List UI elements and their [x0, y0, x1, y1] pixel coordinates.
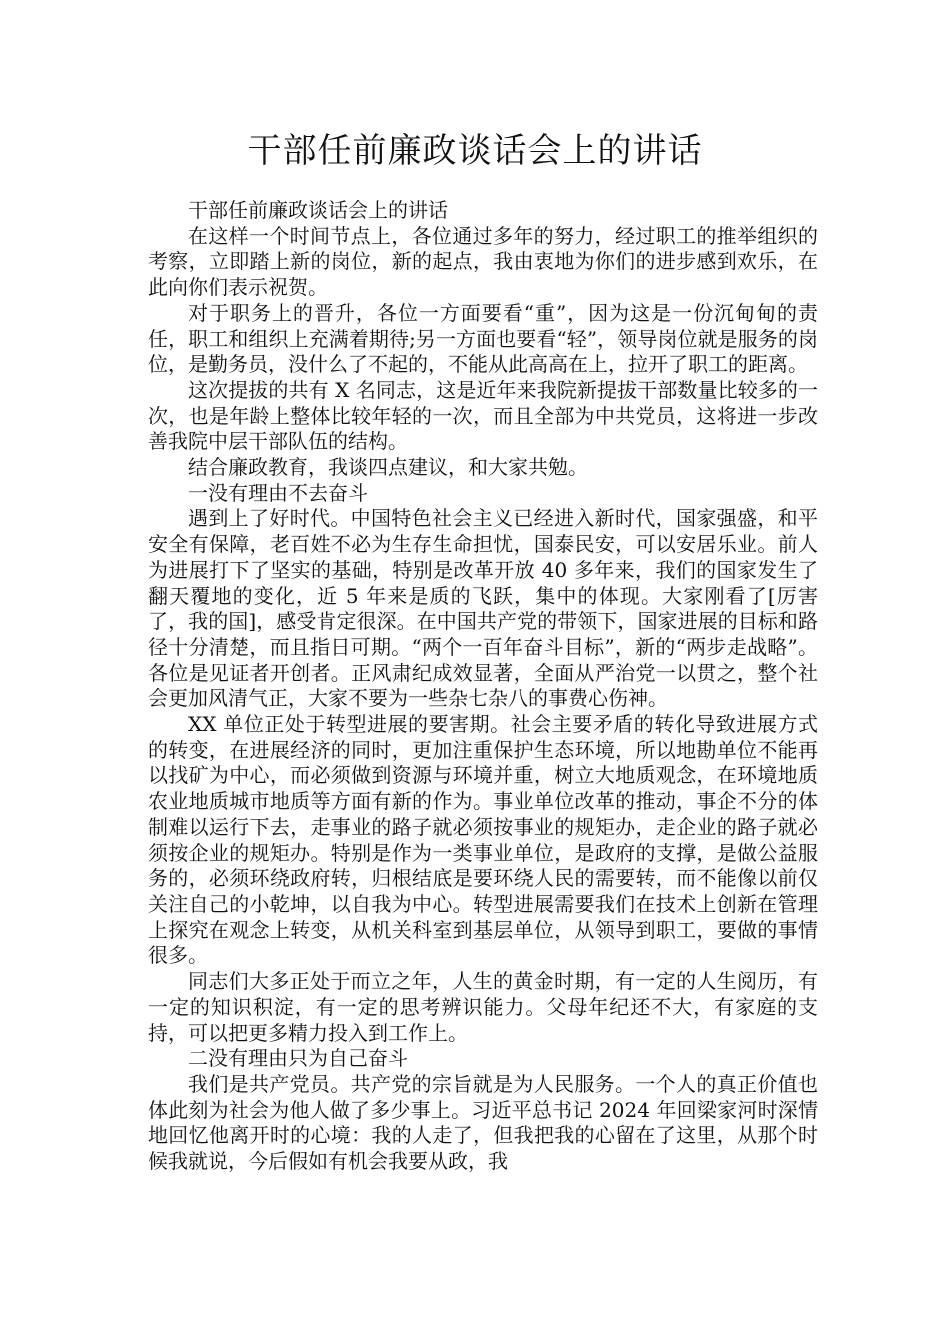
paragraph: 结合廉政教育，我谈四点建议，和大家共勉。: [188, 455, 588, 480]
paragraph: 在这样一个时间节点上，各位通过多年的努力，经过职工的推举组织的考察，立即踏上新的岗位，新的起点，我由衷地为你们的进步感到欢乐，在此向你们表示祝贺。: [148, 223, 818, 300]
paragraph: 遇到上了好时代。中国特色社会主义已经进入新时代，国家强盛，和平安全有保障，老百姓不必为生存生命担忧，国泰民安，可以安居乐业。前人为进展打下了坚实的基础，特别是改革开放 40 多年来，我们的国家发生了翻天覆地的变化，近 5 年来是质的飞跃，集中的体现。大家刚看了[厉害了，我的国]，感受肯定很深。在中国共产党的带领下，国家进展的目标和路径十分清楚，而且指日可期。“两个一百年奋斗目标”，新的“两步走战略”。各位是见证者开创者。正风肃纪成效显著，全面从严治党一以贯之，整个社会更加风清气正，大家不要为一些杂七杂八的事费心伤神。: [148, 506, 818, 711]
section-heading: 二没有理由只为自己奋斗: [188, 1046, 408, 1071]
paragraph: 这次提拔的共有 X 名同志，这是近年来我院新提拔干部数量比较多的一次，也是年龄上整体比较年轻的一次，而且全部为中共党员，这将进一步改善我院中层干部队伍的结构。: [148, 377, 818, 454]
section-heading: 一没有理由不去奋斗: [188, 480, 368, 505]
paragraph: 对于职务上的晋升，各位一方面要看“重”，因为这是一份沉甸甸的责任，职工和组织上充满着期待;另一方面也要看“轻”，领导岗位就是服务的岗位，是勤务员，没什么了不起的，不能从此高高在上，拉开了职工的距离。: [148, 300, 818, 377]
paragraph: 我们是共产党员。共产党的宗旨就是为人民服务。一个人的真正价值也体此刻为社会为他人做了多少事上。习近平总书记 2024 年回梁家河时深情地回忆他离开时的心境：我的人走了，但我把我的心留在了这里，从那个时候我就说，今后假如有机会我要从政，我: [148, 1071, 818, 1174]
document-title: 干部任前廉政谈话会上的讲话: [247, 131, 703, 171]
subtitle-paragraph: 干部任前廉政谈话会上的讲话: [188, 198, 448, 222]
paragraph: 同志们大多正处于而立之年，人生的黄金时期，有一定的人生阅历，有一定的知识积淀，有一定的思考辨识能力。父母年纪还不大，有家庭的支持，可以把更多精力投入到工作上。: [148, 969, 818, 1045]
paragraph: XX 单位正处于转型进展的要害期。社会主要矛盾的转化导致进展方式的转变，在进展经济的同时，更加注重保护生态环境，所以地勘单位不能再以找矿为中心，而必须做到资源与环境并重，树立大地质观念，在环境地质农业地质城市地质等方面有新的作为。事业单位改革的推动，事企不分的体制难以运行下去，走事业的路子就必须按事业的规矩办，走企业的路子就必须按企业的规矩办。特别是作为一类事业单位，是政府的支撑，是做公益服务的，必须环绕政府转，归根结底是要环绕人民的需要转，而不能像以前仅关注自己的小乾坤，以自我为中心。转型进展需要我们在技术上创新在管理上探究在观念上转变，从机关科室到基层单位，从领导到职工，要做的事情很多。: [148, 712, 818, 968]
document-body: [148, 198, 818, 1175]
